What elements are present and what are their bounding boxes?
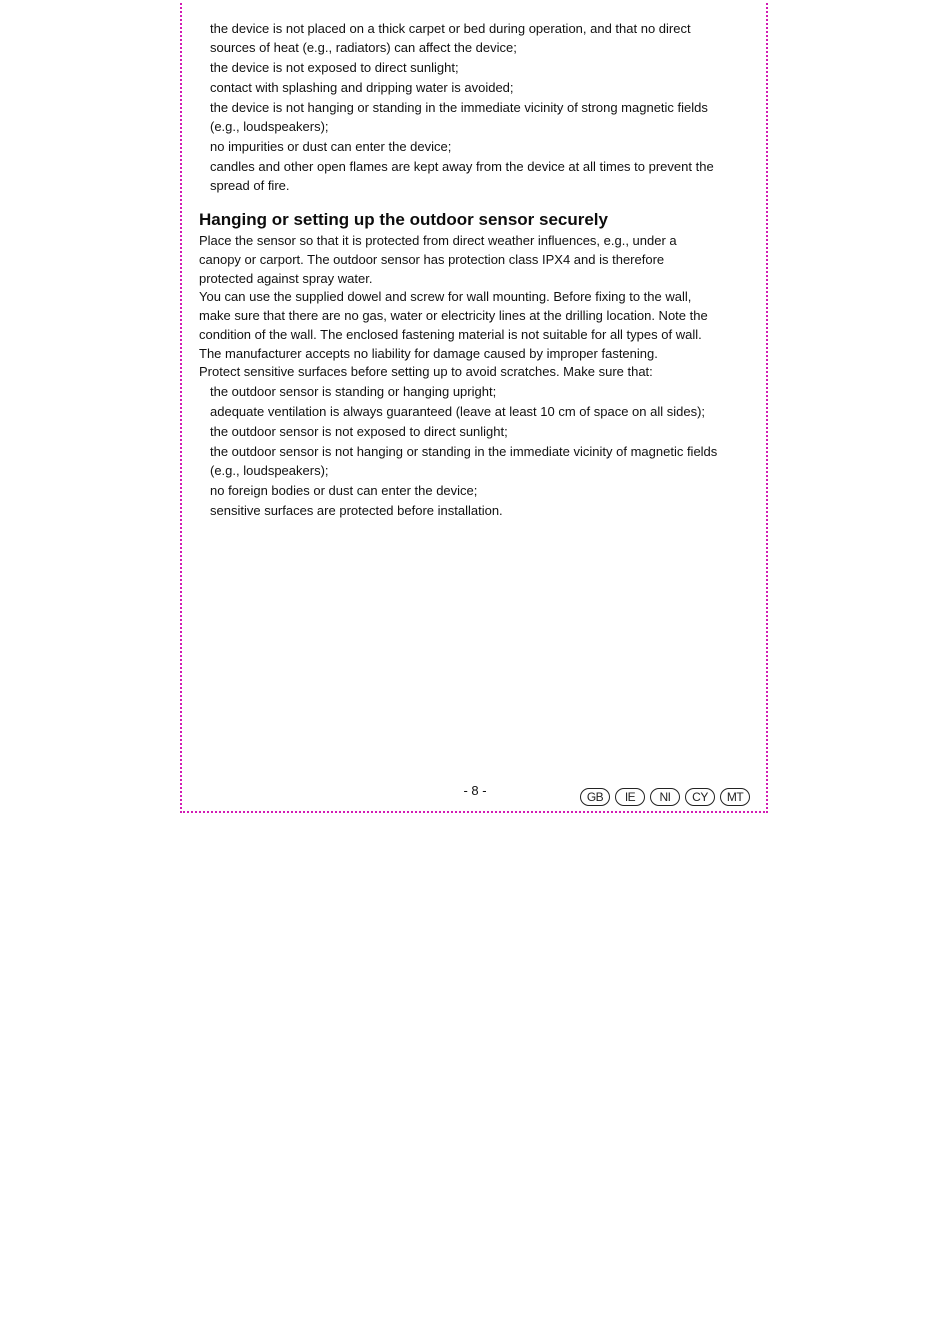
paragraph-line: protected against spray water.	[199, 271, 373, 286]
page-number: - 8 -	[463, 783, 487, 798]
paragraph-line: canopy or carport. The outdoor sensor has protection class IPX4 and is therefore	[199, 252, 665, 267]
list-item: the device is not placed on a thick carpet or bed during operation, and that no direct	[210, 21, 691, 36]
paragraph-line: The manufacturer accepts no liability for damage caused by improper fastening.	[199, 346, 658, 361]
list-item: (e.g., loudspeakers);	[210, 119, 329, 134]
country-badges	[580, 788, 750, 806]
list-item: the outdoor sensor is standing or hanging upright;	[210, 384, 497, 399]
paragraph-line: make sure that there are no gas, water or electricity lines at the drilling location. Note the	[199, 308, 708, 323]
country-badge-mt: MT	[720, 788, 750, 806]
list-item: no impurities or dust can enter the device;	[210, 139, 452, 154]
country-badge-cy: CY	[685, 788, 715, 806]
list-item: sources of heat (e.g., radiators) can affect the device;	[210, 40, 517, 55]
list-item: the outdoor sensor is not hanging or standing in the immediate vicinity of magnetic fields	[210, 444, 718, 459]
paragraph-line: condition of the wall. The enclosed fastening material is not suitable for all types of wall.	[199, 327, 702, 342]
country-badge-ni: NI	[650, 788, 680, 806]
list-item: the device is not exposed to direct sunlight;	[210, 60, 459, 75]
list-item: adequate ventilation is always guaranteed (leave at least 10 cm of space on all sides);	[210, 404, 706, 419]
paragraph-line: Place the sensor so that it is protected from direct weather influences, e.g., under a	[199, 233, 677, 248]
list-item: the outdoor sensor is not exposed to direct sunlight;	[210, 424, 508, 439]
list-item: (e.g., loudspeakers);	[210, 463, 329, 478]
list-item: candles and other open flames are kept away from the device at all times to prevent the	[210, 159, 714, 174]
section-heading: Hanging or setting up the outdoor sensor securely	[199, 210, 608, 229]
paragraph-line: Protect sensitive surfaces before setting up to avoid scratches. Make sure that:	[199, 364, 653, 379]
list-item: contact with splashing and dripping water is avoided;	[210, 80, 514, 95]
list-item: spread of fire.	[210, 178, 290, 193]
list-item: no foreign bodies or dust can enter the device;	[210, 483, 478, 498]
country-badge-gb: GB	[580, 788, 610, 806]
country-badge-ie: IE	[615, 788, 645, 806]
list-item: sensitive surfaces are protected before installation.	[210, 503, 503, 518]
list-item: the device is not hanging or standing in the immediate vicinity of strong magnetic fields	[210, 100, 708, 115]
paragraph-line: You can use the supplied dowel and screw for wall mounting. Before fixing to the wall,	[199, 289, 692, 304]
